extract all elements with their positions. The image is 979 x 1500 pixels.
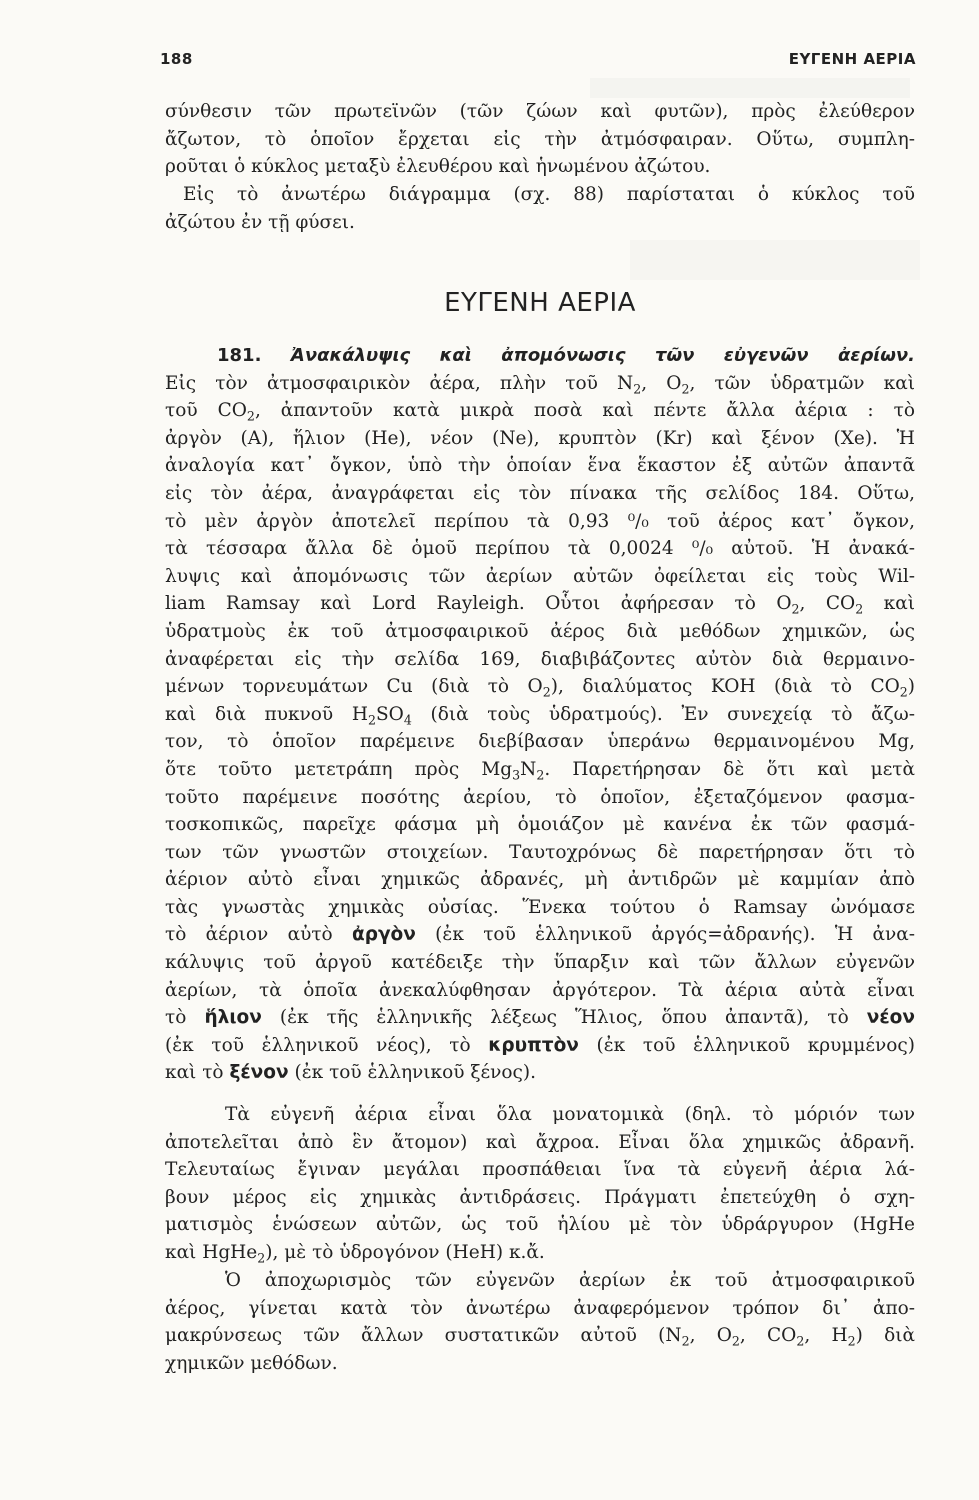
subscript: 2 [847, 1333, 856, 1349]
text-line: τὸ μὲν ἀργὸν ἀποτελεῖ περίπου τὰ 0,93 ⁰/₀ τοῦ ἀέρος κατ᾿ ὄγκον, [165, 510, 915, 532]
subscript: 2 [855, 602, 864, 618]
subscript: 2 [791, 602, 800, 618]
text-line: κάλυψις τοῦ ἀργοῦ κατέδειξε τὴν ὕπαρξιν καὶ τῶν ἄλλων εὐγενῶν [165, 952, 915, 974]
text-line: εἰς τὸν ἀέρα, ἀναγράφεται εἰς τὸν πίνακα τῆς σελίδος 184. Οὕτω, [165, 482, 915, 504]
text-run: καὶ HgHe [165, 1241, 258, 1263]
text-line: ἀργὸν (A), ἥλιον (He), νέον (Ne), κρυπτὸν (Kr) καὶ ξένον (Xe). Ἡ [165, 427, 915, 449]
text-run: τὸ [165, 1007, 205, 1029]
text-line: σύνθεσιν τῶν πρωτεϊνῶν (τῶν ζώων καὶ φυτῶν), πρὸς ἐλεύθερον [165, 101, 915, 122]
bold-term: ἥλιον [204, 1007, 262, 1029]
subscript: 2 [796, 1333, 805, 1349]
text-run: μακρύνσεως τῶν ἄλλων συστατικῶν αὐτοῦ (N [165, 1325, 682, 1347]
bleed-through-shadow [630, 240, 920, 280]
text-run: ) διὰ [855, 1325, 915, 1347]
text-line [165, 590, 915, 618]
text-line [165, 397, 915, 425]
text-line [165, 1004, 915, 1032]
text-line [165, 1032, 915, 1060]
text-run: τοῦ CO [165, 400, 247, 422]
text-line: τον, τὸ ὁποῖον παρέμεινε διεβίβασαν ὑπεράνω θερμαινομένου Mg, [165, 731, 915, 753]
subscript: 2 [257, 1250, 266, 1266]
subscript: 2 [367, 712, 376, 728]
text-line [165, 701, 915, 729]
text-line: τὰ τέσσαρα ἄλλα δὲ ὁμοῦ περίπου τὰ 0,0024 ⁰/₀ αὐτοῦ. Ἡ ἀνακά- [165, 538, 915, 560]
text-run: ), μὲ τὸ ὑδρογόνον (HeH) κ.ἄ. [265, 1241, 545, 1263]
text-run: , ἀπαντοῦν κατὰ μικρὰ ποσὰ καὶ πέντε ἄλλα ἀέρια : τὸ [254, 400, 916, 422]
intro-paragraph [165, 98, 915, 181]
article-number: 181. [217, 345, 262, 366]
text-line: ἀέριον αὐτὸ εἶναι χημικῶς ἀδρανές, μὴ ἀντιδρῶν μὲ καμμίαν ἀπὸ [165, 869, 915, 891]
text-run: , O [689, 1325, 732, 1347]
text-line: Ὁ ἀποχωρισμὸς τῶν εὐγενῶν ἀερίων ἐκ τοῦ ἀτμοσφαιρικοῦ [225, 1270, 915, 1291]
subscript: 4 [403, 712, 412, 728]
text-run: (ἐκ τοῦ ἑλληνικοῦ ἀργός=ἀδρανής). Ἡ ἀνα- [415, 924, 915, 946]
text-run: καὶ τὸ [165, 1062, 230, 1084]
text-line: ἀερίων, τὰ ὁποῖα ἀνεκαλύφθησαν ἀργότερον. Τὰ ἀέρια αὐτὰ εἶναι [165, 979, 915, 1001]
subscript: 2 [633, 381, 642, 397]
text-line: λυψις καὶ ἀπομόνωσις τῶν ἀερίων αὐτῶν ὀφείλεται εἰς τοὺς Wil- [165, 565, 915, 587]
subscript: 2 [536, 767, 545, 783]
subscript: 2 [899, 684, 908, 700]
article-title: Ἀνακάλυψις καὶ ἀπομόνωσις τῶν εὐγενῶν ἀερίων. [290, 345, 915, 366]
text-line: ὑδρατμοὺς ἐκ τοῦ ἀτμοσφαιρικοῦ ἀέρος διὰ μεθόδων χημικῶν, ὡς [165, 620, 915, 642]
text-line [165, 673, 915, 701]
text-line: ἀναφέρεται εἰς τὴν σελίδα 169, διαβιβάζοντες αὐτὸν διὰ θερμαινο- [165, 648, 915, 670]
running-title: ΕΥΓΕΝΗ ΑΕΡΙΑ [788, 50, 916, 68]
page-number: 188 [160, 50, 193, 68]
subscript: 2 [542, 684, 551, 700]
text-line: χημικῶν μεθόδων. [165, 1352, 338, 1374]
text-run: , O [641, 372, 682, 394]
text-run: (ἐκ τοῦ ἑλληνικοῦ κρυμμένος) [578, 1034, 915, 1056]
text-run: ) [907, 676, 915, 698]
text-line: ροῦται ὁ κύκλος μεταξὺ ἐλευθέρου καὶ ἡνωμένου ἀζώτου. [165, 156, 711, 178]
text-run: (διὰ τοὺς ὑδρατμούς). Ἐν συνεχείᾳ τὸ ἄζω- [411, 703, 915, 725]
text-line: Τελευταίως ἔγιναν μεγάλαι προσπάθειαι ἵνα τὰ εὐγενῆ ἀέρια λά- [165, 1159, 915, 1181]
text-line [165, 756, 915, 784]
text-run: καὶ διὰ πυκνοῦ H [165, 703, 368, 725]
subscript: 2 [681, 1333, 690, 1349]
text-run: μένων τορνευμάτων Cu (διὰ τὸ O [165, 676, 543, 698]
article-title-line [165, 342, 915, 370]
noble-gases-paragraph [165, 1101, 915, 1267]
text-line [165, 1059, 915, 1087]
text-run: SO [375, 703, 404, 725]
section-heading: ΕΥΓΕΝΗ ΑΕΡΙΑ [444, 288, 636, 318]
text-run: (ἐκ τοῦ ἑλληνικοῦ νέος), τὸ [165, 1034, 489, 1056]
text-run: N [520, 758, 537, 780]
bleed-through-shadow [590, 78, 910, 98]
text-run: , CO [799, 593, 856, 615]
text-line: Εἰς τὸ ἀνωτέρω διάγραμμα (σχ. 88) παρίσταται ὁ κύκλος τοῦ [183, 184, 915, 205]
text-run: (ἐκ τοῦ ἑλληνικοῦ ξένος). [288, 1062, 536, 1084]
text-line: ἀέρος, γίνεται κατὰ τὸν ἀνωτέρω ἀναφερόμενον τρόπον δι᾿ ἀπο- [165, 1297, 915, 1319]
text-run: Εἰς τὸν ἀτμοσφαιρικὸν ἀέρα, πλὴν τοῦ N [165, 372, 634, 394]
subscript: 2 [731, 1333, 740, 1349]
subscript: 2 [246, 408, 255, 424]
text-run: καὶ [863, 593, 915, 615]
bold-term: κρυπτὸν [488, 1034, 579, 1056]
text-run: τὸ ἀέριον αὐτὸ [165, 924, 352, 946]
text-line: βουν μέρος εἰς χημικὰς ἀντιδράσεις. Πράγματι ἐπετεύχθη ὁ σχη- [165, 1186, 915, 1208]
separation-paragraph [165, 1267, 915, 1377]
text-run: (ἐκ τῆς ἑλληνικῆς λέξεως Ἥλιος, ὅπου ἀπαντᾶ), τὸ [261, 1007, 867, 1029]
text-run: . Παρετήρησαν δὲ ὅτι καὶ μετὰ [544, 758, 916, 780]
text-line: τοῦτο παρέμεινε ποσότης ἀερίου, τὸ ὁποῖον, ἐξεταζόμενον φασμα- [165, 786, 915, 808]
bold-term: νέον [866, 1007, 915, 1029]
text-line: ματισμὸς ἑνώσεων αὐτῶν, ὡς τοῦ ἡλίου μὲ τὸν ὑδράργυρον (HgHe [165, 1214, 915, 1236]
bold-term: ἀργὸν [352, 924, 416, 946]
text-line [165, 1239, 915, 1267]
text-line [165, 370, 915, 398]
figure-reference-paragraph [165, 181, 915, 236]
text-run: ὅτε τοῦτο μετετράπη πρὸς Mg [165, 758, 513, 780]
text-line: ἀναλογία κατ᾿ ὄγκον, ὑπὸ τὴν ὁποίαν ἕνα ἕκαστον ἐξ αὐτῶν ἀπαντᾶ [165, 455, 915, 477]
text-run: liam Ramsay καὶ Lord Rayleigh. Οὗτοι ἀφήρεσαν τὸ O [165, 593, 792, 615]
subscript: 2 [681, 381, 690, 397]
text-line: ἀποτελεῖται ἀπὸ ἓν ἄτομον) καὶ ἄχροα. Εἶναι ὅλα χημικῶς ἀδρανῆ. [165, 1131, 915, 1153]
bold-term: ξένον [229, 1062, 289, 1084]
text-line [165, 921, 915, 949]
text-run: , CO [739, 1325, 797, 1347]
text-run: ), διαλύματος KOH (διὰ τὸ CO [550, 676, 900, 698]
subscript: 3 [512, 767, 521, 783]
text-line: των τῶν γνωστῶν στοιχείων. Ταυτοχρόνως δὲ παρετήρησαν ὅτι τὸ [165, 841, 915, 863]
text-line [165, 1322, 915, 1350]
text-run: , τῶν ὑδρατμῶν καὶ [689, 372, 915, 394]
text-run: , H [804, 1325, 848, 1347]
text-line: τοσκοπικῶς, παρεῖχε φάσμα μὴ ὁμοιάζον μὲ κανένα ἐκ τῶν φασμά- [165, 814, 915, 836]
section-181-paragraph [165, 342, 915, 1087]
text-line: τὰς γνωστὰς χημικὰς οὐσίας. Ἕνεκα τούτου ὁ Ramsay ὠνόμασε [165, 896, 915, 918]
text-line: ἄζωτον, τὸ ὁποῖον ἔρχεται εἰς τὴν ἀτμόσφαιραν. Οὕτω, συμπλη- [165, 128, 915, 150]
text-line: Τὰ εὐγενῆ ἀέρια εἶναι ὅλα μονατομικὰ (δηλ. τὸ μόριόν των [225, 1104, 915, 1125]
running-header [160, 50, 916, 72]
text-line: ἀζώτου ἐν τῇ φύσει. [165, 211, 355, 233]
